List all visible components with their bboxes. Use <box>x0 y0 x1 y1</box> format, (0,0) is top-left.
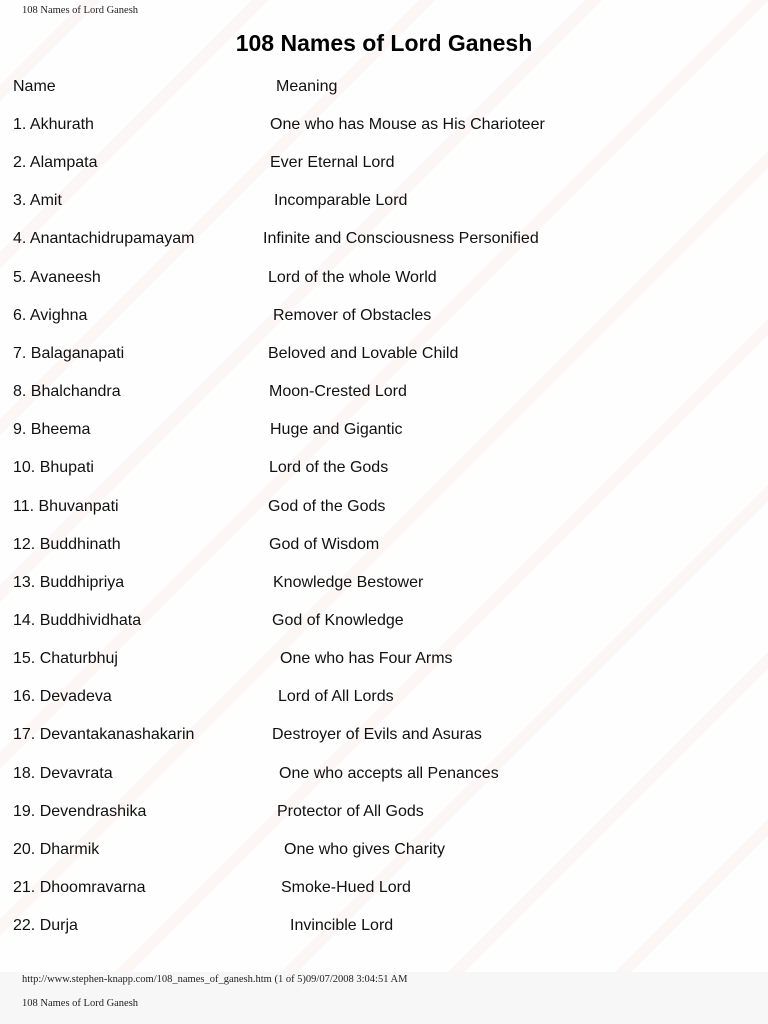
entry-name: 13. Buddhipriya <box>13 573 125 591</box>
entry-name: 4. Anantachidrupamayam <box>13 230 195 248</box>
column-header-name: Name <box>13 78 56 95</box>
list-item <box>0 345 768 365</box>
list-item <box>0 536 768 556</box>
entry-meaning: Lord of the Gods <box>269 459 389 477</box>
list-item <box>0 459 768 479</box>
entry-name: 6. Avighna <box>13 306 88 324</box>
list-item <box>0 574 768 594</box>
entry-meaning: Lord of All Lords <box>278 688 394 706</box>
list-item <box>0 688 768 708</box>
entry-meaning: One who gives Charity <box>284 840 445 858</box>
entry-meaning: Remover of Obstacles <box>273 306 432 324</box>
entry-meaning: Huge and Gigantic <box>270 421 403 439</box>
entry-meaning: One who has Four Arms <box>280 650 453 668</box>
list-item <box>0 841 768 861</box>
entry-name: 20. Dharmik <box>13 840 100 858</box>
running-head: 108 Names of Lord Ganesh <box>22 5 139 16</box>
entry-meaning: Knowledge Bestower <box>273 573 424 591</box>
entry-meaning: God of the Gods <box>268 497 386 515</box>
entry-meaning: Beloved and Lovable Child <box>268 344 459 362</box>
list-item <box>0 498 768 518</box>
entry-meaning: Lord of the whole World <box>268 268 437 286</box>
list-item <box>0 383 768 403</box>
list-item <box>0 154 768 174</box>
entry-meaning: Destroyer of Evils and Asuras <box>272 726 482 744</box>
entry-meaning: God of Knowledge <box>272 611 404 629</box>
entry-name: 11. Bhuvanpati <box>13 497 119 515</box>
list-item <box>0 612 768 632</box>
list-item <box>0 650 768 670</box>
entry-name: 16. Devadeva <box>13 688 112 706</box>
list-item <box>0 421 768 441</box>
list-item <box>0 765 768 785</box>
entry-name: 21. Dhoomravarna <box>13 879 146 896</box>
entry-name: 22. Durja <box>13 917 78 935</box>
entry-meaning: Incomparable Lord <box>274 192 408 210</box>
entry-name: 19. Devendrashika <box>13 802 147 820</box>
entry-name: 9. Bheema <box>13 421 91 439</box>
list-item <box>0 192 768 212</box>
entry-name: 1. Akhurath <box>13 116 94 133</box>
entry-name: 14. Buddhividhata <box>13 611 142 629</box>
entry-name: 12. Buddhinath <box>13 535 121 553</box>
page-title: 108 Names of Lord Ganesh <box>235 30 533 56</box>
entry-name: 17. Devantakanashakarin <box>13 726 195 744</box>
entry-name: 5. Avaneesh <box>13 268 101 286</box>
next-page-running-head: 108 Names of Lord Ganesh <box>22 998 139 1009</box>
entry-meaning: Moon-Crested Lord <box>269 383 407 401</box>
entry-name: 2. Alampata <box>13 154 98 172</box>
column-header-meaning: Meaning <box>276 78 338 95</box>
footer-url-line: http://www.stephen-knapp.com/108_names_of_ganesh.htm (1 of 5)09/07/2008 3:04:51 AM <box>22 974 408 985</box>
entry-name: 7. Balaganapati <box>13 344 125 362</box>
list-item <box>0 917 768 937</box>
entry-meaning: One who accepts all Penances <box>279 764 499 782</box>
list-item <box>0 269 768 289</box>
entry-meaning: Ever Eternal Lord <box>270 154 395 172</box>
list-item <box>0 879 768 899</box>
list-item <box>0 116 768 136</box>
entry-meaning: God of Wisdom <box>269 535 380 553</box>
list-item <box>0 230 768 250</box>
list-item <box>0 307 768 327</box>
entry-name: 15. Chaturbhuj <box>13 650 118 668</box>
entry-name: 3. Amit <box>13 192 62 210</box>
entry-meaning: Smoke-Hued Lord <box>281 879 411 896</box>
entry-meaning: One who has Mouse as His Charioteer <box>270 116 545 133</box>
entry-meaning: Invincible Lord <box>290 917 394 935</box>
entry-name: 8. Bhalchandra <box>13 383 121 401</box>
entry-name: 18. Devavrata <box>13 764 113 782</box>
list-item <box>0 803 768 823</box>
entry-meaning: Protector of All Gods <box>277 802 424 820</box>
list-item <box>0 726 768 746</box>
entry-name: 10. Bhupati <box>13 459 94 477</box>
entry-meaning: Infinite and Consciousness Personified <box>263 230 539 248</box>
